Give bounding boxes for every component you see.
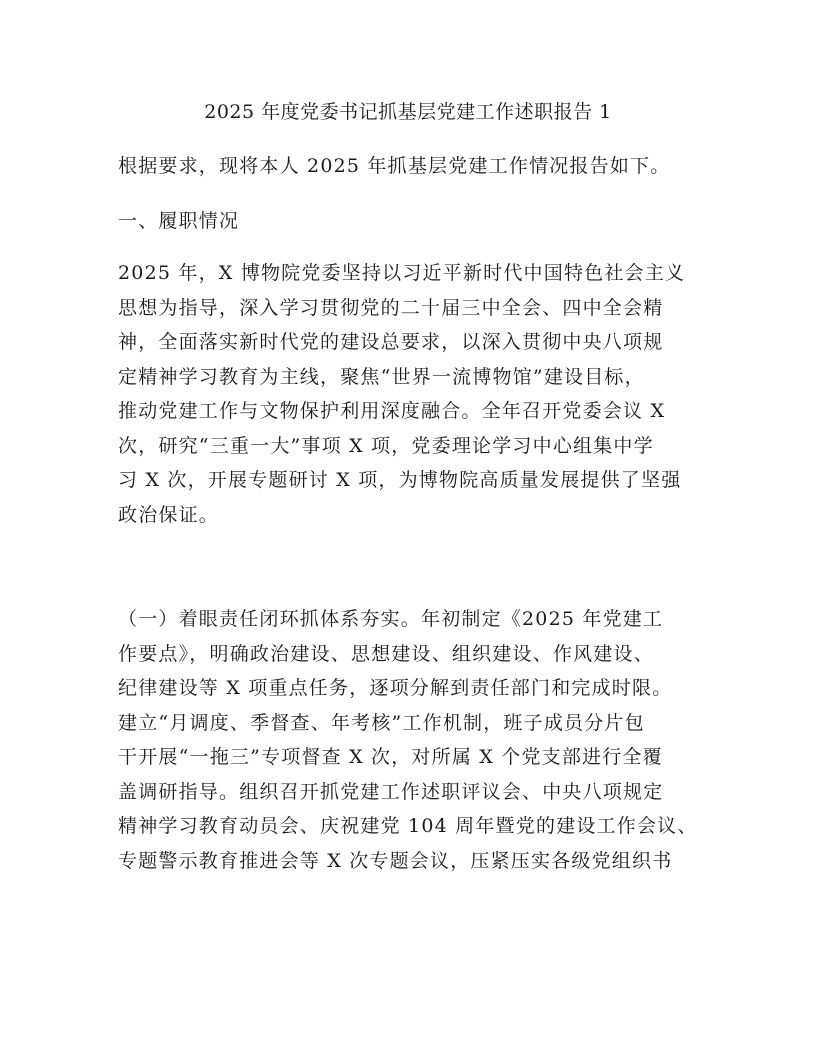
- section-heading-text: 一、履职情况: [118, 210, 240, 232]
- intro-paragraph: [118, 151, 708, 181]
- paragraph-line: 干开展“一拖三”专项督查 X 次，对所属 X 个党支部进行全覆: [118, 746, 663, 768]
- paragraph-line: 次，研究“三重一大”事项 X 项，党委理论学习中心组集中学: [118, 434, 654, 457]
- section-heading: [118, 206, 708, 236]
- paragraph-line: 2025 年，X 博物院党委坚持以习近平新时代中国特色社会主义: [118, 262, 686, 284]
- paragraph-line: 神，全面落实新时代党的建设总要求，以深入贯彻中央八项规: [118, 331, 664, 353]
- paragraph-line: 思想为指导，深入学习贯彻党的二十届三中全会、四中全会精: [118, 296, 664, 319]
- paragraph-line: 专题警示教育推进会等 X 次专题会议，压紧压实各级党组织书: [118, 849, 673, 872]
- document-title: 2025 年度党委书记抓基层党建工作述职报告 1: [204, 101, 612, 123]
- paragraph-line: 习 X 次，开展专题研讨 X 项，为博物院高质量发展提供了坚强: [118, 469, 682, 491]
- paragraph-line: （一）着眼责任闭环抓体系夯实。年初制定《2025 年党建工: [118, 608, 664, 630]
- intro-line: 根据要求，现将本人 2025 年抓基层党建工作情况报告如下。: [118, 155, 671, 177]
- paragraph-line: 纪律建设等 X 项重点任务，逐项分解到责任部门和完成时限。: [118, 677, 673, 699]
- paragraph-line: 定精神学习教育为主线，聚焦“世界一流博物馆”建设目标，: [118, 365, 645, 388]
- paragraph-line: 推动党建工作与文物保护利用深度融合。全年召开党委会议 X: [118, 400, 666, 422]
- paragraph-line: 盖调研指导。组织召开抓党建工作述职评议会、中央八项规定: [118, 780, 664, 803]
- paragraph-performance: [118, 258, 708, 534]
- paragraph-line: 作要点》，明确政治建设、思想建设、组织建设、作风建设、: [118, 642, 654, 665]
- paragraph-responsibility: [118, 604, 708, 880]
- paragraph-line: 精神学习教育动员会、庆祝建党 104 周年暨党的建设工作会议、: [118, 815, 698, 837]
- paragraph-line: 建立“月调度、季督查、年考核”工作机制，班子成员分片包: [118, 711, 645, 734]
- paragraph-line: 政治保证。: [118, 503, 220, 526]
